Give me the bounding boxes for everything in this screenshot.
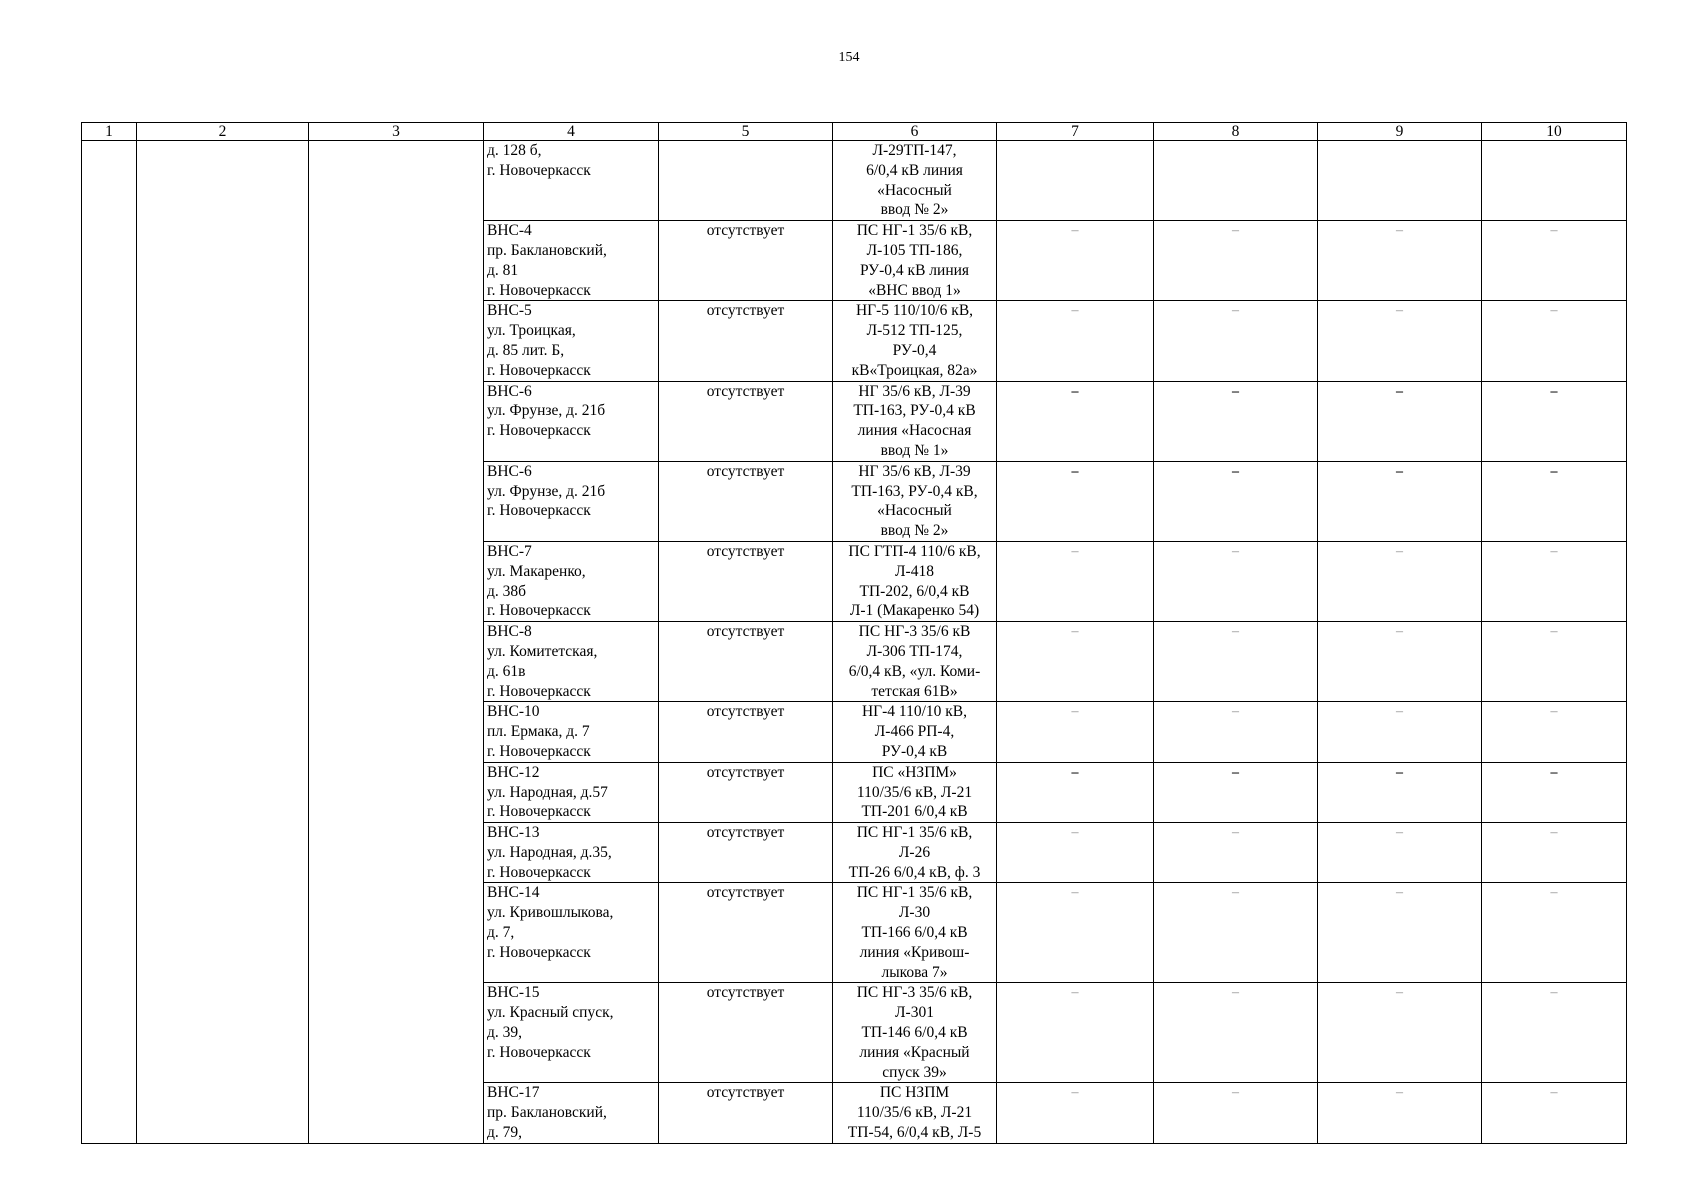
col-8-cell: –	[1154, 541, 1318, 621]
column-header-6: 6	[833, 123, 997, 141]
col-10-cell	[1482, 141, 1627, 221]
header-row	[82, 123, 1627, 141]
col-9-cell	[1318, 141, 1482, 221]
col-8-cell: –	[1154, 622, 1318, 702]
power-supply-cell: ПС НГ-1 35/6 кВ, Л-30 ТП-166 6/0,4 кВ линия «Кривош- лыкова 7»	[833, 883, 997, 983]
col-9-cell: –	[1318, 823, 1482, 883]
col-8-cell: –	[1154, 221, 1318, 301]
col-8-cell: –	[1154, 1083, 1318, 1143]
power-supply-cell: ПС ГТП-4 110/6 кВ, Л-418 ТП-202, 6/0,4 кВ Л-1 (Макаренко 54)	[833, 541, 997, 621]
col-8-cell: –	[1154, 702, 1318, 762]
power-supply-cell: НГ 35/6 кВ, Л-39 ТП-163, РУ-0,4 кВ, «Насосный ввод № 2»	[833, 461, 997, 541]
merged-cell-col-1	[82, 141, 137, 1144]
col-7-cell: –	[997, 702, 1154, 762]
connection-cell: отсутствует	[659, 622, 833, 702]
column-header-10: 10	[1482, 123, 1627, 141]
column-header-4: 4	[484, 123, 659, 141]
col-7-cell: –	[997, 461, 1154, 541]
col-9-cell: –	[1318, 702, 1482, 762]
power-supply-cell: ПС НГ-1 35/6 кВ, Л-105 ТП-186, РУ-0,4 кВ линия «ВНС ввод 1»	[833, 221, 997, 301]
power-supply-cell: НГ-4 110/10 кВ, Л-466 РП-4, РУ-0,4 кВ	[833, 702, 997, 762]
page-number: 154	[838, 50, 860, 65]
power-supply-cell: Л-29ТП-147, 6/0,4 кВ линия «Насосный ввод № 2»	[833, 141, 997, 221]
col-10-cell: –	[1482, 221, 1627, 301]
col-9-cell: –	[1318, 301, 1482, 381]
column-header-7: 7	[997, 123, 1154, 141]
col-10-cell: –	[1482, 622, 1627, 702]
power-supply-cell: НГ-5 110/10/6 кВ, Л-512 ТП-125, РУ-0,4 кВ«Троицкая, 82а»	[833, 301, 997, 381]
col-7-cell: –	[997, 622, 1154, 702]
col-8-cell: –	[1154, 301, 1318, 381]
col-10-cell: –	[1482, 883, 1627, 983]
col-10-cell: –	[1482, 381, 1627, 461]
col-7-cell: –	[997, 983, 1154, 1083]
address-cell: ВНС-13 ул. Народная, д.35, г. Новочеркасск	[484, 823, 659, 883]
col-8-cell: –	[1154, 883, 1318, 983]
address-cell: ВНС-8 ул. Комитетская, д. 61в г. Новочеркасск	[484, 622, 659, 702]
address-cell: ВНС-6 ул. Фрунзе, д. 21б г. Новочеркасск	[484, 461, 659, 541]
col-7-cell: –	[997, 541, 1154, 621]
address-cell: ВНС-5 ул. Троицкая, д. 85 лит. Б, г. Новочеркасск	[484, 301, 659, 381]
col-10-cell: –	[1482, 762, 1627, 822]
connection-cell: отсутствует	[659, 883, 833, 983]
column-header-1: 1	[82, 123, 137, 141]
address-cell: ВНС-12 ул. Народная, д.57 г. Новочеркасск	[484, 762, 659, 822]
connection-cell: отсутствует	[659, 823, 833, 883]
power-supply-cell: ПС НГ-3 35/6 кВ, Л-301 ТП-146 6/0,4 кВ линия «Красный спуск 39»	[833, 983, 997, 1083]
column-header-2: 2	[137, 123, 309, 141]
col-9-cell: –	[1318, 461, 1482, 541]
col-8-cell: –	[1154, 823, 1318, 883]
connection-cell: отсутствует	[659, 461, 833, 541]
address-cell: ВНС-14 ул. Кривошлыкова, д. 7, г. Новочеркасск	[484, 883, 659, 983]
col-9-cell: –	[1318, 762, 1482, 822]
col-7-cell: –	[997, 221, 1154, 301]
power-supply-cell: ПС НГ-3 35/6 кВ Л-306 ТП-174, 6/0,4 кВ, «ул. Коми- тетская 61В»	[833, 622, 997, 702]
col-9-cell: –	[1318, 983, 1482, 1083]
connection-cell: отсутствует	[659, 983, 833, 1083]
col-9-cell: –	[1318, 1083, 1482, 1143]
col-7-cell: –	[997, 762, 1154, 822]
col-7-cell	[997, 141, 1154, 221]
connection-cell: отсутствует	[659, 221, 833, 301]
merged-cell-col-3	[309, 141, 484, 1144]
col-9-cell: –	[1318, 541, 1482, 621]
col-8-cell: –	[1154, 461, 1318, 541]
connection-cell: отсутствует	[659, 541, 833, 621]
address-cell: ВНС-17 пр. Баклановский, д. 79,	[484, 1083, 659, 1143]
column-header-9: 9	[1318, 123, 1482, 141]
address-cell: ВНС-7 ул. Макаренко, д. 38б г. Новочеркасск	[484, 541, 659, 621]
merged-cell-col-2	[137, 141, 309, 1144]
power-supply-cell: ПС НГ-1 35/6 кВ, Л-26 ТП-26 6/0,4 кВ, ф. 3	[833, 823, 997, 883]
col-7-cell: –	[997, 381, 1154, 461]
connection-cell: отсутствует	[659, 381, 833, 461]
column-header-8: 8	[1154, 123, 1318, 141]
connection-cell	[659, 141, 833, 221]
column-header-5: 5	[659, 123, 833, 141]
connection-cell: отсутствует	[659, 301, 833, 381]
col-9-cell: –	[1318, 622, 1482, 702]
col-10-cell: –	[1482, 1083, 1627, 1143]
address-cell: ВНС-15 ул. Красный спуск, д. 39, г. Новочеркасск	[484, 983, 659, 1083]
power-supply-cell: ПС НЗПМ 110/35/6 кВ, Л-21 ТП-54, 6/0,4 кВ, Л-5	[833, 1083, 997, 1143]
column-header-3: 3	[309, 123, 484, 141]
address-cell: ВНС-4 пр. Баклановский, д. 81 г. Новочеркасск	[484, 221, 659, 301]
data-table	[81, 122, 1627, 1144]
address-cell: д. 128 б, г. Новочеркасск	[484, 141, 659, 221]
col-10-cell: –	[1482, 983, 1627, 1083]
table-body	[82, 141, 1627, 1144]
table-row	[82, 141, 1627, 221]
power-supply-cell: ПС «НЗПМ» 110/35/6 кВ, Л-21 ТП-201 6/0,4 кВ	[833, 762, 997, 822]
col-8-cell: –	[1154, 381, 1318, 461]
col-7-cell: –	[997, 883, 1154, 983]
col-10-cell: –	[1482, 301, 1627, 381]
col-8-cell: –	[1154, 762, 1318, 822]
address-cell: ВНС-6 ул. Фрунзе, д. 21б г. Новочеркасск	[484, 381, 659, 461]
connection-cell: отсутствует	[659, 1083, 833, 1143]
col-10-cell: –	[1482, 823, 1627, 883]
col-8-cell: –	[1154, 983, 1318, 1083]
col-10-cell: –	[1482, 541, 1627, 621]
col-7-cell: –	[997, 1083, 1154, 1143]
power-supply-cell: НГ 35/6 кВ, Л-39 ТП-163, РУ-0,4 кВ линия «Насосная ввод № 1»	[833, 381, 997, 461]
col-7-cell: –	[997, 301, 1154, 381]
connection-cell: отсутствует	[659, 762, 833, 822]
col-9-cell: –	[1318, 883, 1482, 983]
connection-cell: отсутствует	[659, 702, 833, 762]
col-8-cell	[1154, 141, 1318, 221]
address-cell: ВНС-10 пл. Ермака, д. 7 г. Новочеркасск	[484, 702, 659, 762]
col-7-cell: –	[997, 823, 1154, 883]
col-9-cell: –	[1318, 221, 1482, 301]
col-9-cell: –	[1318, 381, 1482, 461]
col-10-cell: –	[1482, 702, 1627, 762]
col-10-cell: –	[1482, 461, 1627, 541]
